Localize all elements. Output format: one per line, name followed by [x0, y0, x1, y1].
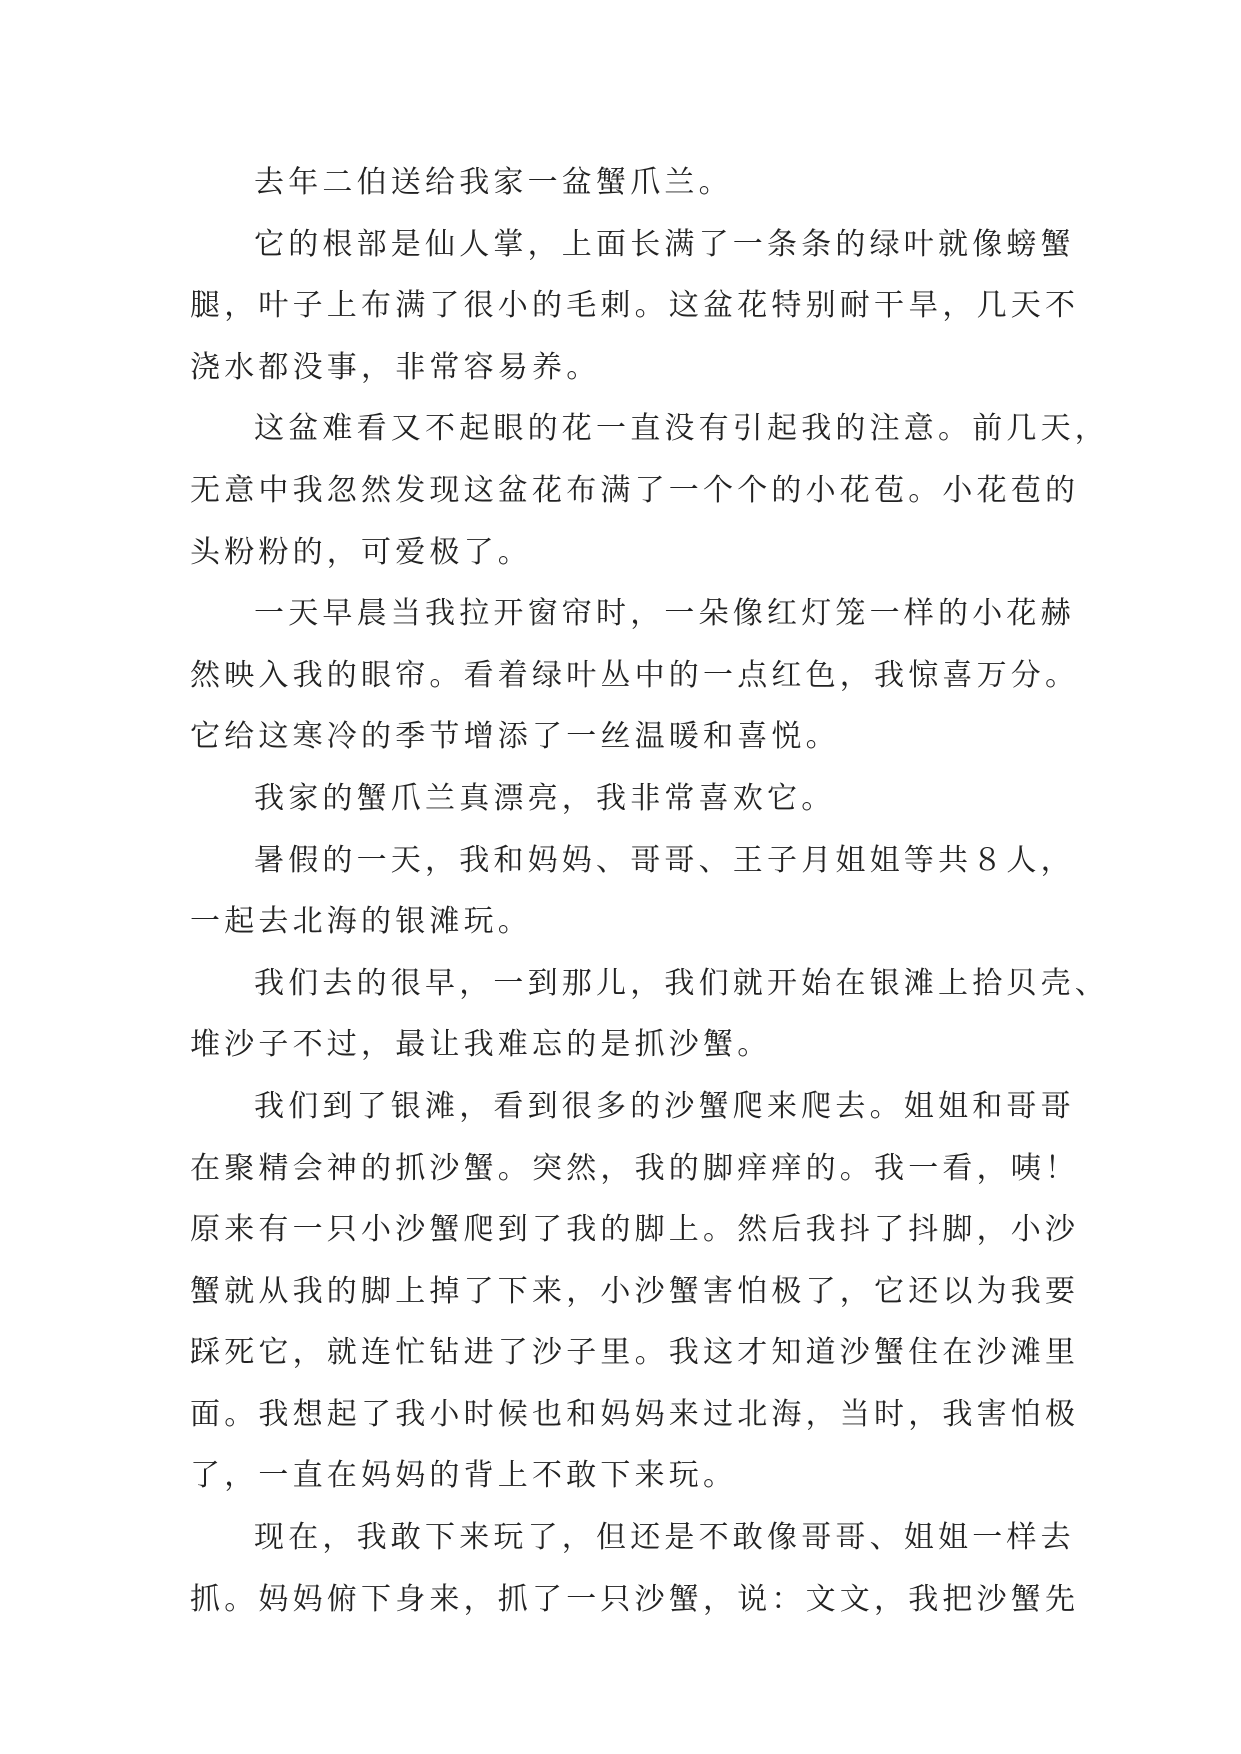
text-line: 堆沙子不过，最让我难忘的是抓沙蟹。 [190, 1027, 772, 1063]
text-line: 现在，我敢下来玩了，但还是不敢像哥哥、姐姐一样去 [254, 1520, 1075, 1556]
text-line: 它的根部是仙人掌，上面长满了一条条的绿叶就像螃蟹 [254, 226, 1075, 262]
text-line: 去年二伯送给我家一盆蟹爪兰。 [254, 165, 733, 200]
document-body [190, 152, 1109, 1630]
text-line: 头粉粉的，可爱极了。 [190, 534, 532, 570]
text-line: 踩死它，就连忙钻进了沙子里。我这才知道沙蟹住在沙滩里 [190, 1335, 1080, 1371]
text-line: 我们到了银滩，看到很多的沙蟹爬来爬去。姐姐和哥哥 [254, 1088, 1075, 1124]
text-line: 浇水都没事，非常容易养。 [190, 349, 601, 385]
text-line: 抓。妈妈俯下身来，抓了一只沙蟹，说：文文，我把沙蟹先 [190, 1581, 1080, 1617]
text-line: 蟹就从我的脚上掉了下来，小沙蟹害怕极了，它还以为我要 [190, 1273, 1080, 1309]
text-line: 原来有一只小沙蟹爬到了我的脚上。然后我抖了抖脚，小沙 [190, 1212, 1080, 1248]
text-line: 在聚精会神的抓沙蟹。突然，我的脚痒痒的。我一看，咦！ [190, 1150, 1080, 1186]
text-line: 面。我想起了我小时候也和妈妈来过北海，当时，我害怕极 [190, 1396, 1080, 1432]
text-line: 暑假的一天，我和妈妈、哥哥、王子月姐姐等共８人， [254, 842, 1075, 878]
text-line: 了，一直在妈妈的背上不敢下来玩。 [190, 1458, 738, 1494]
text-line: 腿，叶子上布满了很小的毛刺。这盆花特别耐干旱，几天不 [190, 288, 1080, 324]
text-line: 这盆难看又不起眼的花一直没有引起我的注意。前几天， [254, 411, 1109, 447]
text-line: 我家的蟹爪兰真漂亮，我非常喜欢它。 [254, 780, 836, 816]
text-line: 然映入我的眼帘。看着绿叶丛中的一点红色，我惊喜万分。 [190, 657, 1080, 693]
text-line: 我们去的很早，一到那儿，我们就开始在银滩上拾贝壳、 [254, 965, 1109, 1001]
text-line: 它给这寒冷的季节增添了一丝温暖和喜悦。 [190, 719, 840, 755]
text-line: 一起去北海的银滩玩。 [190, 904, 532, 940]
text-line: 无意中我忽然发现这盆花布满了一个个的小花苞。小花苞的 [190, 472, 1080, 508]
text-line: 一天早晨当我拉开窗帘时，一朵像红灯笼一样的小花赫 [254, 596, 1075, 632]
